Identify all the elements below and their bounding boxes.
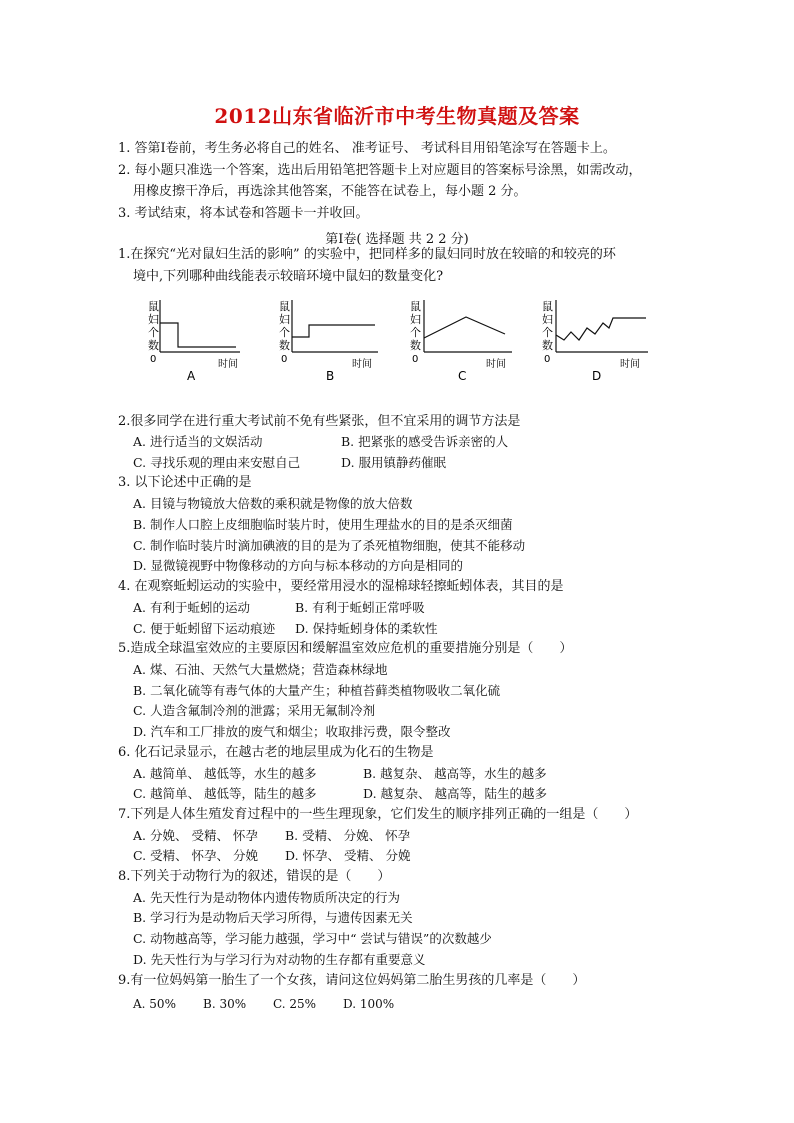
q8-option-d: D. 先天性行为与学习行为对动物的生存都有重要意义 (133, 952, 426, 967)
graph-b-ylabel-1: 鼠 (279, 300, 290, 313)
graph-c-ylabel-3: 个 (410, 326, 421, 339)
q6-option-c: C. 越简单、 越低等，陆生的越多 (133, 786, 317, 801)
graph-b-ylabel-2: 妇 (279, 313, 290, 326)
graph-d-origin: 0 (544, 354, 551, 365)
instruction-2-cont: 用橡皮擦干净后，再选涂其他答案，不能答在试卷上，每小题 2 分。 (133, 184, 527, 199)
q7-option-a: A. 分娩、 受精、 怀孕 (133, 828, 258, 843)
q6-stem: 6. 化石记录显示，在越古老的地层里成为化石的生物是 (118, 745, 434, 760)
graph-a-label: A (187, 369, 196, 383)
graph-d-ylabel-3: 个 (542, 326, 553, 339)
q6-option-d: D. 越复杂、 越高等，陆生的越多 (363, 786, 547, 801)
q7-option-c: C. 受精、 怀孕、 分娩 (133, 848, 259, 863)
q2-option-a: A. 进行适当的文娱活动 (133, 434, 263, 449)
graph-c-origin: 0 (412, 354, 419, 365)
q2-option-b: B. 把紧张的感受告诉亲密的人 (341, 434, 509, 449)
graph-a-ylabel-3: 个 (148, 326, 159, 339)
q7-option-b: B. 受精、 分娩、 怀孕 (285, 828, 411, 843)
graph-b-label: B (326, 369, 335, 383)
q9-option-d: D. 100% (343, 997, 395, 1011)
instruction-1: 1. 答第Ⅰ卷前，考生务必将自己的姓名、 准考证号、 考试科目用铅笔涂写在答题卡上。 (118, 141, 616, 156)
graph-a-origin: 0 (150, 354, 157, 365)
graph-d-label: D (592, 369, 602, 383)
q8-stem: 8.下列关于动物行为的叙述，错误的是（ ） (118, 869, 391, 884)
graph-d (542, 300, 648, 383)
q8-option-a: A. 先天性行为是动物体内遗传物质所决定的行为 (133, 890, 400, 905)
graph-a-xlabel: 时间 (218, 359, 238, 370)
graph-c-ylabel-1: 鼠 (410, 300, 421, 313)
graph-b-ylabel-4: 数 (279, 339, 290, 352)
q2-option-d: D. 服用镇静药催眠 (341, 455, 447, 470)
q3-option-c: C. 制作临时装片时滴加碘液的目的是为了杀死植物细胞，使其不能移动 (133, 538, 526, 553)
graph-c-curve (424, 317, 505, 338)
graph-c-ylabel-4: 数 (410, 339, 421, 352)
q8-option-b: B. 学习行为是动物后天学习所得，与遗传因素无关 (133, 910, 413, 925)
graph-c-ylabel-2: 妇 (410, 313, 421, 326)
instruction-3: 3. 考试结束，将本试卷和答题卡一并收回。 (118, 206, 369, 221)
graph-b-xlabel: 时间 (352, 359, 372, 370)
q9-option-b: B. 30% (203, 997, 247, 1011)
q5-stem: 5.造成全球温室效应的主要原因和缓解温室效应危机的重要措施分别是（ ） (118, 641, 573, 656)
q3-option-d: D. 显微镜视野中物像移动的方向与标本移动的方向是相同的 (133, 558, 464, 573)
q1-stem-line2: 境中,下列哪种曲线能表示较暗环境中鼠妇的数量变化? (133, 269, 444, 284)
q4-option-c: C. 便于蚯蚓留下运动痕迹 (133, 621, 276, 636)
q5-option-b: B. 二氧化硫等有毒气体的大量产生；种植苔藓类植物吸收二氧化硫 (133, 683, 501, 698)
q1-stem-line1: 1.在探究“光对鼠妇生活的影响” 的实验中，把同样多的鼠妇同时放在较暗的和较亮的环 (118, 247, 616, 262)
instruction-2: 2. 每小题只准选一个答案，选出后用铅笔把答题卡上对应题目的答案标号涂黑，如需改动， (118, 163, 642, 178)
q6-options-row2 (133, 785, 547, 803)
q2-stem: 2.很多同学在进行重大考试前不免有些紧张，但不宜采用的调节方法是 (118, 414, 521, 429)
q5-option-a: A. 煤、石油、天然气大量燃烧；营造森林绿地 (133, 662, 388, 677)
q2-options-row2 (133, 454, 446, 472)
q4-options-row2 (133, 620, 438, 638)
graph-a-curve (160, 323, 236, 347)
q5-option-d: D. 汽车和工厂排放的废气和烟尘；收取排污费，限令整改 (133, 724, 451, 739)
graph-b-ylabel-3: 个 (279, 326, 290, 339)
graph-d-ylabel-2: 妇 (542, 313, 553, 326)
q2-options-row1 (133, 433, 508, 451)
q4-stem: 4. 在观察蚯蚓运动的实验中，要经常用浸水的湿棉球轻擦蚯蚓体表，其目的是 (118, 579, 564, 594)
q3-option-a: A. 目镜与物镜放大倍数的乘积就是物像的放大倍数 (133, 496, 413, 511)
q6-option-a: A. 越简单、 越低等，水生的越多 (133, 766, 317, 781)
q4-options-row1 (133, 599, 425, 617)
graph-d-curve (556, 318, 646, 340)
q6-options-row1 (133, 765, 547, 783)
graph-d-ylabel-1: 鼠 (542, 300, 553, 313)
q2-option-c: C. 寻找乐观的理由来安慰自己 (133, 455, 301, 470)
graph-c (410, 300, 512, 383)
graph-b-curve (292, 325, 375, 337)
graph-a-ylabel-4: 数 (148, 339, 159, 352)
q7-option-d: D. 怀孕、 受精、 分娩 (285, 848, 411, 863)
q7-options-row2 (133, 847, 410, 865)
q9-options-row (133, 995, 394, 1013)
q7-options-row1 (133, 827, 410, 845)
q9-option-c: C. 25% (273, 997, 317, 1011)
q9-stem: 9.有一位妈妈第一胎生了一个女孩，请问这位妈妈第二胎生男孩的几率是（ ） (118, 973, 586, 988)
q3-option-b: B. 制作人口腔上皮细胞临时装片时，使用生理盐水的目的是杀灭细菌 (133, 517, 513, 532)
section-header: 第Ⅰ卷( 选择题 共 2 2 分) (325, 232, 469, 247)
graph-a-ylabel-1: 鼠 (148, 300, 159, 313)
graph-a (148, 300, 240, 383)
q5-option-c: C. 人造含氟制冷剂的泄露；采用无氟制冷剂 (133, 703, 376, 718)
graph-b-origin: 0 (281, 354, 288, 365)
q3-stem: 3. 以下论述中正确的是 (118, 475, 252, 490)
page-title: 2012山东省临沂市中考生物真题及答案 (214, 104, 580, 128)
graph-c-xlabel: 时间 (486, 359, 506, 370)
graph-c-label: C (458, 369, 467, 383)
graph-d-ylabel-4: 数 (542, 339, 553, 352)
q1-graphs (0, 290, 794, 390)
q4-option-d: D. 保持蚯蚓身体的柔软性 (295, 621, 438, 636)
graph-b (279, 300, 378, 383)
graph-d-xlabel: 时间 (620, 359, 640, 370)
q4-option-b: B. 有利于蚯蚓正常呼吸 (295, 600, 425, 615)
q6-option-b: B. 越复杂、 越高等，水生的越多 (363, 766, 547, 781)
q7-stem: 7.下列是人体生殖发育过程中的一些生理现象，它们发生的顺序排列正确的一组是（ ） (118, 807, 638, 822)
q9-option-a: A. 50% (133, 997, 176, 1011)
q4-option-a: A. 有利于蚯蚓的运动 (133, 600, 250, 615)
q8-option-c: C. 动物越高等，学习能力越强，学习中“ 尝试与错误”的次数越少 (133, 931, 492, 946)
graph-a-ylabel-2: 妇 (148, 313, 159, 326)
